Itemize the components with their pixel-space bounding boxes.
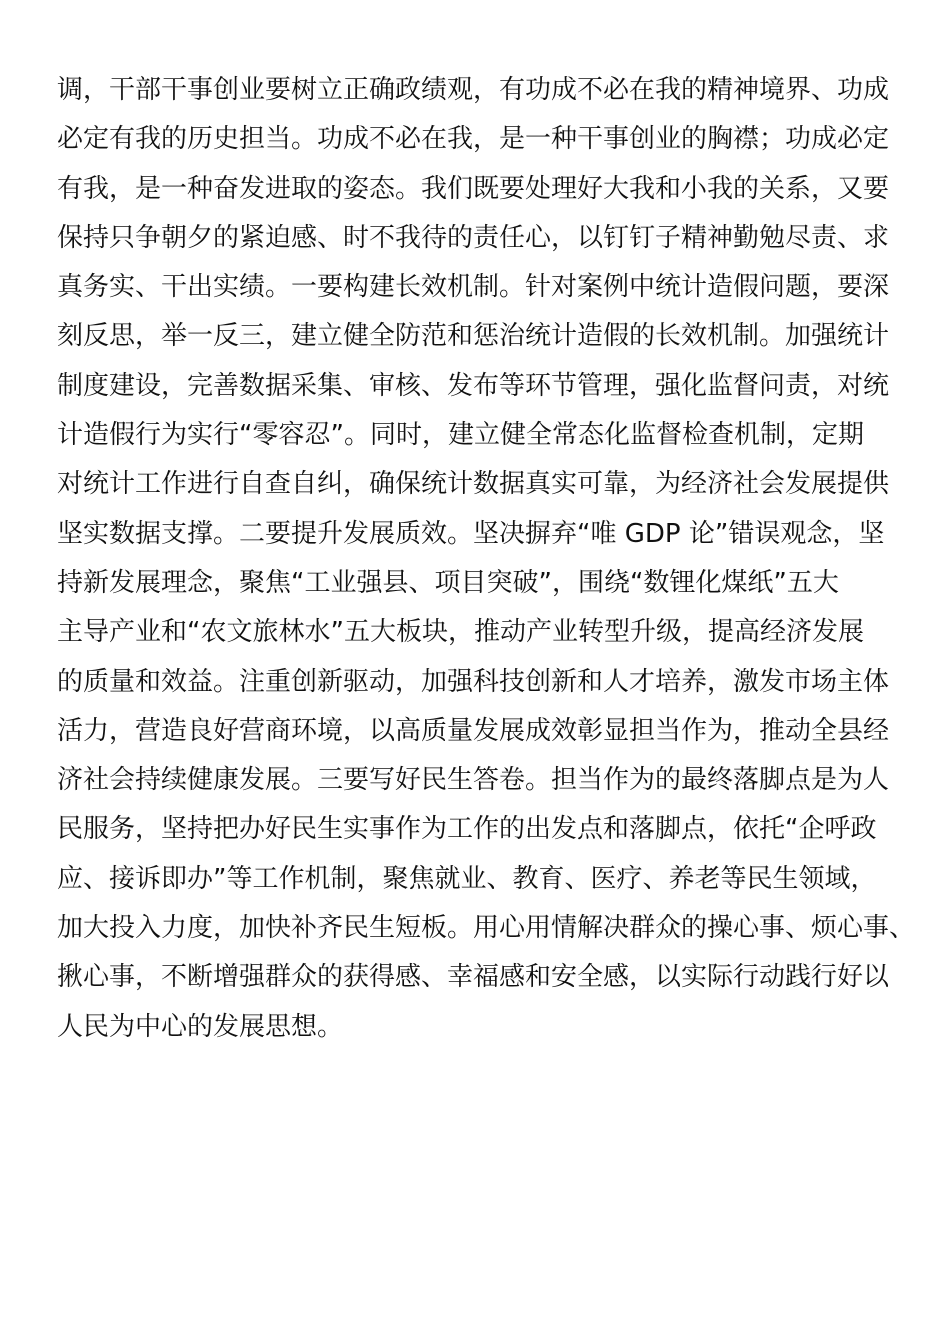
paragraph-line-9: 对统计工作进行自查自纠，确保统计数据真实可靠，为经济社会发展提供	[57, 469, 890, 500]
paragraph-line-19: 揪心事，不断增强群众的获得感、幸福感和安全感，以实际行动践行好以	[57, 962, 890, 993]
paragraph-line-16: 民服务，坚持把办好民生实事作为工作的出发点和落脚点，依托“企呼政	[57, 814, 877, 845]
paragraph-line-4: 保持只争朝夕的紧迫感、时不我待的责任心，以钉钉子精神勤勉尽责、求	[57, 222, 890, 253]
paragraph-line-6: 刻反思，举一反三，建立健全防范和惩治统计造假的长效机制。加强统计	[57, 321, 890, 352]
paragraph-line-7: 制度建设，完善数据采集、审核、发布等环节管理，强化监督问责，对统	[57, 370, 890, 401]
paragraph-line-14: 活力，营造良好营商环境，以高质量发展成效彰显担当作为，推动全县经	[57, 715, 890, 746]
paragraph-line-3: 有我，是一种奋发进取的姿态。我们既要处理好大我和小我的关系，又要	[57, 173, 890, 204]
paragraph-line-1: 调，干部干事创业要树立正确政绩观，有功成不必在我的精神境界、功成	[57, 75, 890, 105]
paragraph-line-13: 的质量和效益。注重创新驱动，加强科技创新和人才培养，激发市场主体	[57, 666, 890, 697]
paragraph-line-15: 济社会持续健康发展。三要写好民生答卷。担当作为的最终落脚点是为人	[57, 765, 890, 796]
paragraph-line-10: 坚实数据支撑。二要提升发展质效。坚决摒弃“唯 GDP 论”错误观念，坚	[57, 518, 885, 549]
paragraph-line-5: 真务实、干出实绩。一要构建长效机制。针对案例中统计造假问题，要深	[57, 272, 890, 303]
paragraph-line-17: 应、接诉即办”等工作机制，聚焦就业、教育、医疗、养老等民生领域，	[57, 863, 877, 894]
body-paragraph	[57, 66, 916, 1052]
paragraph-line-20: 人民为中心的发展思想。	[57, 1011, 344, 1042]
paragraph-line-11: 持新发展理念，聚焦“工业强县、项目突破”，围绕“数锂化煤纸”五大	[57, 567, 839, 598]
paragraph-line-2: 必定有我的历史担当。功成不必在我，是一种干事创业的胸襟；功成必定	[57, 124, 890, 155]
paragraph-line-12: 主导产业和“农文旅林水”五大板块，推动产业转型升级，提高经济发展	[57, 617, 864, 648]
paragraph-line-18: 加大投入力度，加快补齐民生短板。用心用情解决群众的操心事、烦心事、	[57, 913, 916, 944]
paragraph-line-8: 计造假行为实行“零容忍”。同时，建立健全常态化监督检查机制，定期	[57, 420, 864, 451]
